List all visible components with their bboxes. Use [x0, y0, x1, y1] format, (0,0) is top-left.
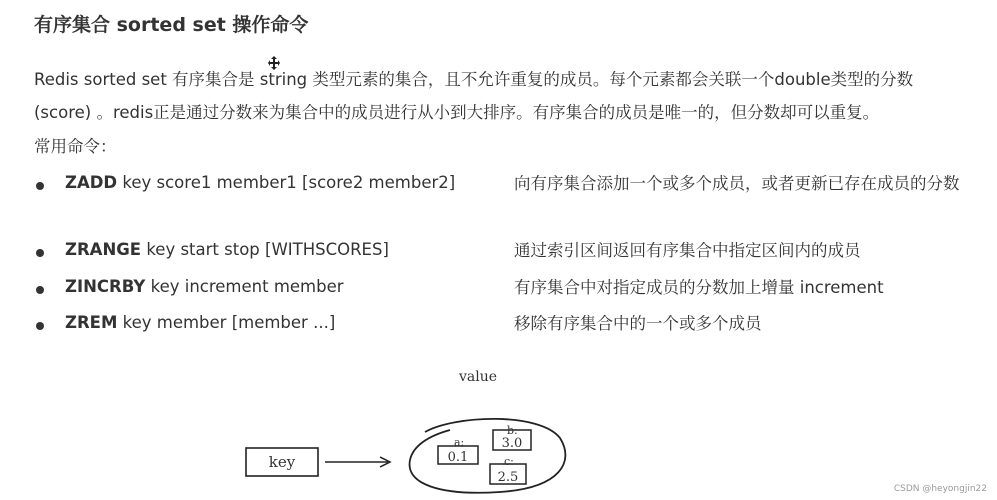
bullet-dot-icon: [36, 182, 44, 190]
command-syntax: [65, 313, 335, 332]
bullet-dot-icon: [36, 322, 44, 330]
member-score: 3.0: [501, 436, 523, 451]
set-ellipse: [410, 419, 566, 493]
sorted-set-diagram: [0, 360, 997, 500]
command-row-zadd: [0, 173, 997, 201]
member-name: b:: [507, 424, 518, 437]
bullet-dot-icon: [36, 249, 44, 257]
command-args: key increment member: [145, 277, 344, 296]
bullet-dot-icon: [36, 286, 44, 294]
command-description: 通过索引区间返回有序集合中指定区间内的成员: [514, 241, 861, 260]
command-syntax: [65, 240, 389, 259]
member-name: a:: [454, 436, 465, 449]
member-score: 0.1: [447, 450, 469, 465]
command-name: ZADD: [65, 173, 118, 192]
intro-line-2: (score) 。redis正是通过分数来为集合中的成员进行从小到大排序。有序集合的成员是唯一的，但分数却可以重复。: [34, 103, 880, 122]
command-description: 有序集合中对指定成员的分数加上增量 increment: [514, 278, 884, 297]
command-args: key start stop [WITHSCORES]: [141, 240, 389, 259]
page-title: 有序集合 sorted set 操作命令: [34, 14, 309, 36]
value-label: value: [458, 369, 498, 385]
command-syntax: [65, 277, 344, 296]
command-description: 移除有序集合中的一个或多个成员: [514, 314, 762, 333]
command-row-zrange: [0, 240, 997, 268]
command-name: ZRANGE: [65, 240, 142, 259]
intro-line-1: Redis sorted set 有序集合是 string 类型元素的集合，且不允许重复的成员。每个元素都会关联一个double类型的分数: [34, 70, 914, 89]
command-name: ZINCRBY: [65, 277, 146, 296]
member-score: 2.5: [497, 470, 519, 485]
command-row-zrem: [0, 313, 997, 341]
command-name: ZREM: [65, 313, 118, 332]
key-label: key: [268, 453, 296, 471]
command-syntax: [65, 173, 455, 192]
common-commands-label: 常用命令：: [34, 137, 117, 156]
member-name: c:: [504, 455, 514, 468]
command-row-zincrby: [0, 277, 997, 305]
command-args: key member [member ...]: [117, 313, 336, 332]
command-description: 向有序集合添加一个或多个成员，或者更新已存在成员的分数: [514, 174, 960, 193]
watermark: CSDN @heyongjin22: [893, 484, 987, 494]
command-args: key score1 member1 [score2 member2]: [117, 173, 456, 192]
